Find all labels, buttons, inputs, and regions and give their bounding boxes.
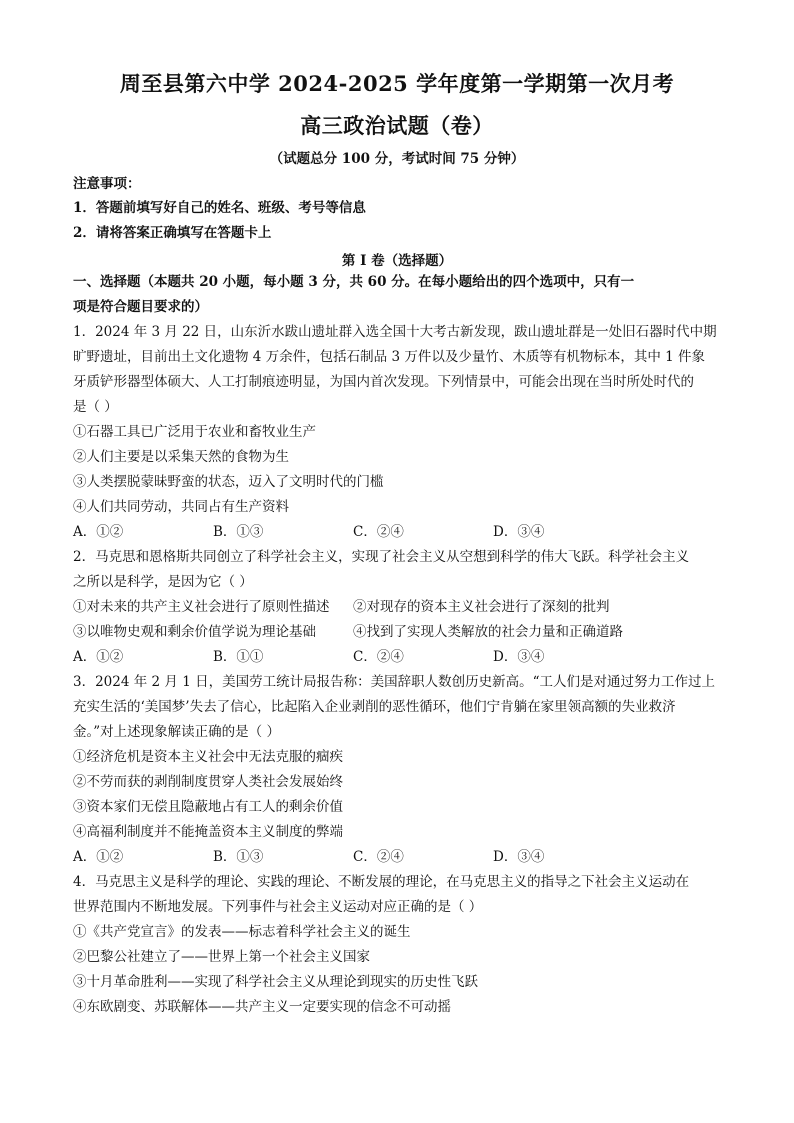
- q2-option-a[interactable]: A．①②: [73, 649, 124, 665]
- q2-statement-4: ④找到了实现人类解放的社会力量和正确道路: [353, 624, 623, 640]
- q3-statement-3: ③资本家们无偿且隐蔽地占有工人的剩余价值: [73, 799, 343, 815]
- q3-statement-2: ②不劳而获的剥削制度贯穿人类社会发展始终: [73, 774, 343, 790]
- q2-stem-line: 之所以是科学，是因为它（ ）: [73, 574, 253, 590]
- q1-option-a[interactable]: A．①②: [73, 524, 124, 540]
- q1-statement-2: ②人们主要是以采集天然的食物为生: [73, 449, 289, 465]
- q1-statement-4: ④人们共同劳动，共同占有生产资料: [73, 499, 289, 515]
- q1-stem-line: 1．2024 年 3 月 22 日，山东沂水跋山遗址群入选全国十大考古新发现，跋山遗址群是一处旧石器时代中期: [73, 324, 717, 340]
- q4-statement-2: ②巴黎公社建立了——世界上第一个社会主义国家: [73, 949, 370, 965]
- notice-item-2: 2．请将答案正确填写在答题卡上: [73, 225, 272, 241]
- q3-option-a[interactable]: A．①②: [73, 849, 124, 865]
- q4-statement-4: ④东欧剧变、苏联解体——共产主义一定要实现的信念不可动摇: [73, 999, 451, 1015]
- q3-stem-line: 3．2024 年 2 月 1 日，美国劳工统计局报告称：美国辞职人数创历史新高。“工人们是对通过努力工作过上: [73, 674, 715, 690]
- q3-stem-line: 金。”对上述现象解读正确的是（ ）: [73, 724, 280, 740]
- q3-statement-4: ④高福利制度并不能掩盖资本主义制度的弊端: [73, 824, 343, 840]
- part1-instructions-line2: 项是符合题目要求的）: [73, 299, 208, 315]
- q4-stem-line: 世界范围内不断地发展。下列事件与社会主义运动对应正确的是（ ）: [73, 899, 483, 915]
- exam-subtitle: 高三政治试题（卷）: [300, 113, 494, 138]
- exam-info: （试题总分 100 分，考试时间 75 分钟）: [269, 151, 525, 167]
- q1-statement-3: ③人类摆脱蒙昧野蛮的状态，迈入了文明时代的门槛: [73, 474, 384, 490]
- q1-statement-1: ①石器工具已广泛用于农业和畜牧业生产: [73, 424, 316, 440]
- q1-stem-line: 牙质铲形器型体硕大、人工打制痕迹明显，为国内首次发现。下列情景中，可能会出现在当时所处时代的: [73, 374, 694, 390]
- q2-stem-line: 2．马克思和恩格斯共同创立了科学社会主义，实现了社会主义从空想到科学的伟大飞跃。科学社会主义: [73, 549, 690, 565]
- q2-statement-1: ①对未来的共产主义社会进行了原则性描述: [73, 599, 330, 615]
- q3-option-d[interactable]: D．③④: [493, 849, 545, 865]
- q1-option-b[interactable]: B．①③: [213, 524, 264, 540]
- q3-statement-1: ①经济危机是资本主义社会中无法克服的痼疾: [73, 749, 343, 765]
- q3-stem-line: 充实生活的‘美国梦’失去了信心，比起陷入企业剥削的恶性循环，他们宁肯躺在家里领高额的失业救济: [73, 699, 676, 715]
- q4-statement-3: ③十月革命胜利——实现了科学社会主义从理论到现实的历史性飞跃: [73, 974, 478, 990]
- q2-statement-2: ②对现存的资本主义社会进行了深刻的批判: [353, 599, 610, 615]
- q1-stem-line: 是（ ）: [73, 399, 118, 415]
- q2-option-b[interactable]: B．①①: [213, 649, 264, 665]
- q1-option-c[interactable]: C．②④: [353, 524, 404, 540]
- q2-option-d[interactable]: D．③④: [493, 649, 545, 665]
- q1-stem-line: 旷野遗址，目前出土文化遗物 4 万余件，包括石制品 3 万件以及少量竹、木质等有机物标本，其中 1 件象: [73, 349, 706, 365]
- q4-stem-line: 4．马克思主义是科学的理论、实践的理论、不断发展的理论，在马克思主义的指导之下社会主义运动在: [73, 874, 690, 890]
- q1-option-d[interactable]: D．③④: [493, 524, 545, 540]
- q3-option-c[interactable]: C．②④: [353, 849, 404, 865]
- exam-title: 周至县第六中学 2024-2025 学年度第一学期第一次月考: [119, 71, 675, 96]
- q4-statement-1: ①《共产党宣言》的发表——标志着科学社会主义的诞生: [73, 924, 411, 940]
- q2-option-c[interactable]: C．②④: [353, 649, 404, 665]
- notice-item-1: 1．答题前填写好自己的姓名、班级、考号等信息: [73, 200, 366, 216]
- q3-option-b[interactable]: B．①③: [213, 849, 264, 865]
- part1-instructions-line1: 一、选择题（本题共 20 小题，每小题 3 分，共 60 分。在每小题给出的四个选项中，只有一: [73, 274, 635, 290]
- notice-heading: 注意事项：: [73, 176, 141, 192]
- q2-statement-3: ③以唯物史观和剩余价值学说为理论基础: [73, 624, 316, 640]
- part1-title: 第 I 卷（选择题）: [341, 253, 453, 269]
